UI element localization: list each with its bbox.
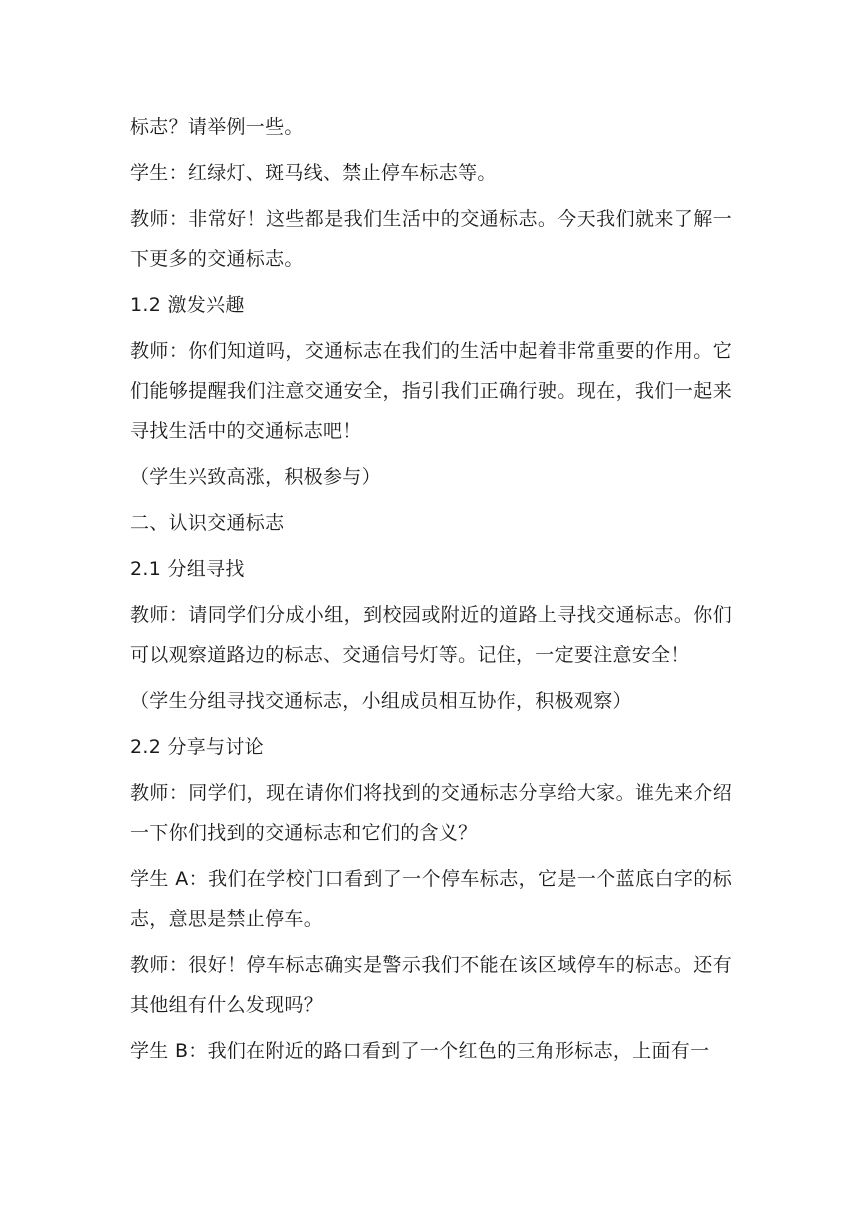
paragraph-student-b: 学生 B：我们在附近的路口看到了一个红色的三角形标志，上面有一 bbox=[130, 1040, 710, 1062]
paragraph-question-continuation: 标志？请举例一些。 bbox=[130, 116, 304, 138]
paragraph-student-answer: 学生：红绿灯、斑马线、禁止停车标志等。 bbox=[130, 162, 497, 184]
document-body bbox=[130, 107, 732, 1077]
paragraph-teacher-sharing-prompt: 教师：同学们，现在请你们将找到的交通标志分享给大家。谁先来介绍一下你们找到的交通标志和它们的含义？ bbox=[130, 782, 732, 844]
paragraph-student-reaction: （学生兴致高涨，积极参与） bbox=[130, 466, 381, 488]
paragraph-teacher-motivation: 教师：你们知道吗，交通标志在我们的生活中起着非常重要的作用。它们能够提醒我们注意交通安全，指引我们正确行驶。现在，我们一起来寻找生活中的交通标志吧！ bbox=[130, 340, 732, 442]
paragraph-teacher-feedback: 教师：很好！停车标志确实是警示我们不能在该区域停车的标志。还有其他组有什么发现吗？ bbox=[130, 954, 732, 1016]
section-heading-1-2: 1.2 激发兴趣 bbox=[130, 294, 245, 316]
section-heading-2: 二、认识交通标志 bbox=[130, 512, 285, 534]
section-heading-2-1: 2.1 分组寻找 bbox=[130, 558, 245, 580]
paragraph-teacher-instructions: 教师：请同学们分成小组，到校园或附近的道路上寻找交通标志。你们可以观察道路边的标志、交通信号灯等。记住，一定要注意安全！ bbox=[130, 604, 732, 666]
paragraph-student-a: 学生 A：我们在学校门口看到了一个停车标志，它是一个蓝底白字的标志，意思是禁止停车。 bbox=[130, 868, 732, 930]
section-heading-2-2: 2.2 分享与讨论 bbox=[130, 736, 264, 758]
paragraph-teacher-response: 教师：非常好！这些都是我们生活中的交通标志。今天我们就来了解一下更多的交通标志。 bbox=[130, 208, 732, 270]
paragraph-student-activity: （学生分组寻找交通标志，小组成员相互协作，积极观察） bbox=[130, 690, 632, 712]
